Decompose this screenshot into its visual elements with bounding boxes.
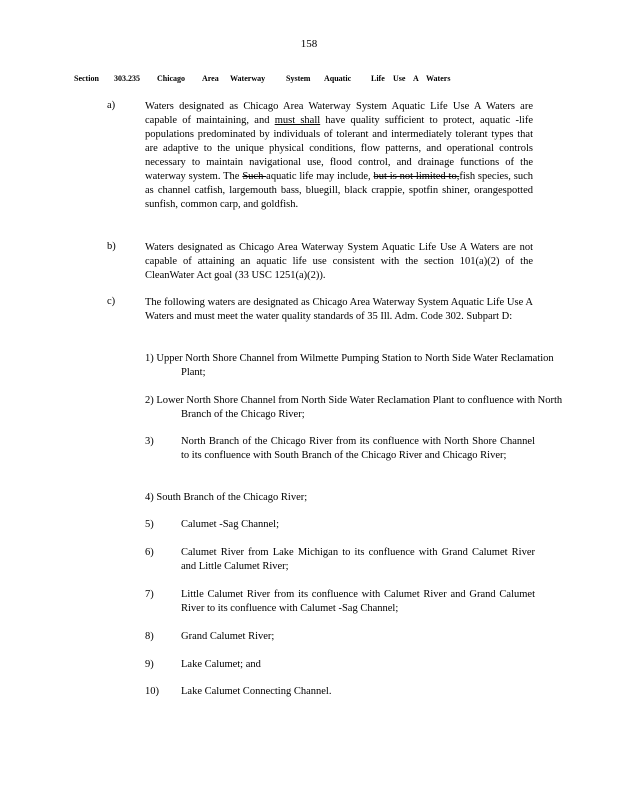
section-title-word: A: [413, 74, 419, 83]
subsection-c-label: c): [107, 296, 116, 307]
list-item: 1) Upper North Shore Channel from Wilmette Pumping Station to North Side Water Reclamation Plant;: [145, 353, 554, 378]
section-title-word: Waterway: [230, 74, 266, 83]
section-title-word: Chicago: [157, 74, 185, 83]
subsection-c-text: The following waters are designated as Chicago Area Waterway System Aquatic Life Use A Waters and must meet the water quality standards of 35 Ill. Adm. Code 302. Subpart D:: [145, 297, 533, 322]
subsection-b-text: Waters designated as Chicago Area Waterway System Aquatic Life Use A Waters are not capable of attaining an aquatic life use consistent with the section 101(a)(2) of the CleanWater Act goal (33 USC 1251(a)(2)).: [145, 242, 533, 281]
section-title-word: Aquatic: [324, 74, 352, 83]
list-item: 10) Lake Calumet Connecting Channel.: [145, 686, 332, 697]
subsection-b-label: b): [107, 241, 116, 252]
list-item: 5) Calumet -Sag Channel;: [145, 519, 279, 530]
section-number: 303.235: [114, 74, 140, 83]
list-item: 8) Grand Calumet River;: [145, 631, 275, 642]
list-item: 3) North Branch of the Chicago River from its confluence with North Shore Channel to its confluence with South Branch of the Chicago River and Chicago River;: [145, 436, 535, 461]
section-title-word: System: [286, 74, 311, 83]
struck-text: Such: [242, 171, 267, 182]
list-item: 2) Lower North Shore Channel from North Side Water Reclamation Plant to confluence with North Branch of the Chicago River;: [145, 395, 563, 420]
page-number: 158: [300, 38, 318, 50]
section-title-word: Use: [393, 74, 406, 83]
section-title-word: Waters: [426, 74, 451, 83]
section-title-word: Area: [202, 74, 219, 83]
subsection-a-text: Waters designated as Chicago Area Waterway System Aquatic Life Use A Waters are capable of maintaining, and must shall have quality sufficient to protect, aquatic -life populations predominated by individuals of tolerant and intermediately tolerant types that are adaptive to the unique physical conditions, flow patterns, and operational controls necessary to maintain navigational use, flood control, and drainage functions of the waterway system. The Such aquatic life may include, but is not limited to,fish species, such as channel catfish, largemouth bass, bluegill, black crappie, spotfin shiner, orangespotted sunfish, common carp, and goldfish.: [145, 101, 533, 210]
subsection-a-label: a): [107, 100, 116, 111]
list-item: 4) South Branch of the Chicago River;: [145, 492, 308, 503]
struck-text: but is not limited to,: [373, 171, 460, 182]
list-item: 6) Calumet River from Lake Michigan to its confluence with Grand Calumet River and Little Calumet River;: [145, 547, 535, 572]
section-title-word: Life: [371, 74, 385, 83]
list-item: 9) Lake Calumet; and: [145, 659, 261, 670]
list-item: 7) Little Calumet River from its confluence with Calumet River and Grand Calumet River to its confluence with Calumet -Sag Channel;: [145, 589, 535, 614]
inserted-text: must shall: [274, 115, 321, 126]
section-label: Section: [74, 74, 99, 83]
